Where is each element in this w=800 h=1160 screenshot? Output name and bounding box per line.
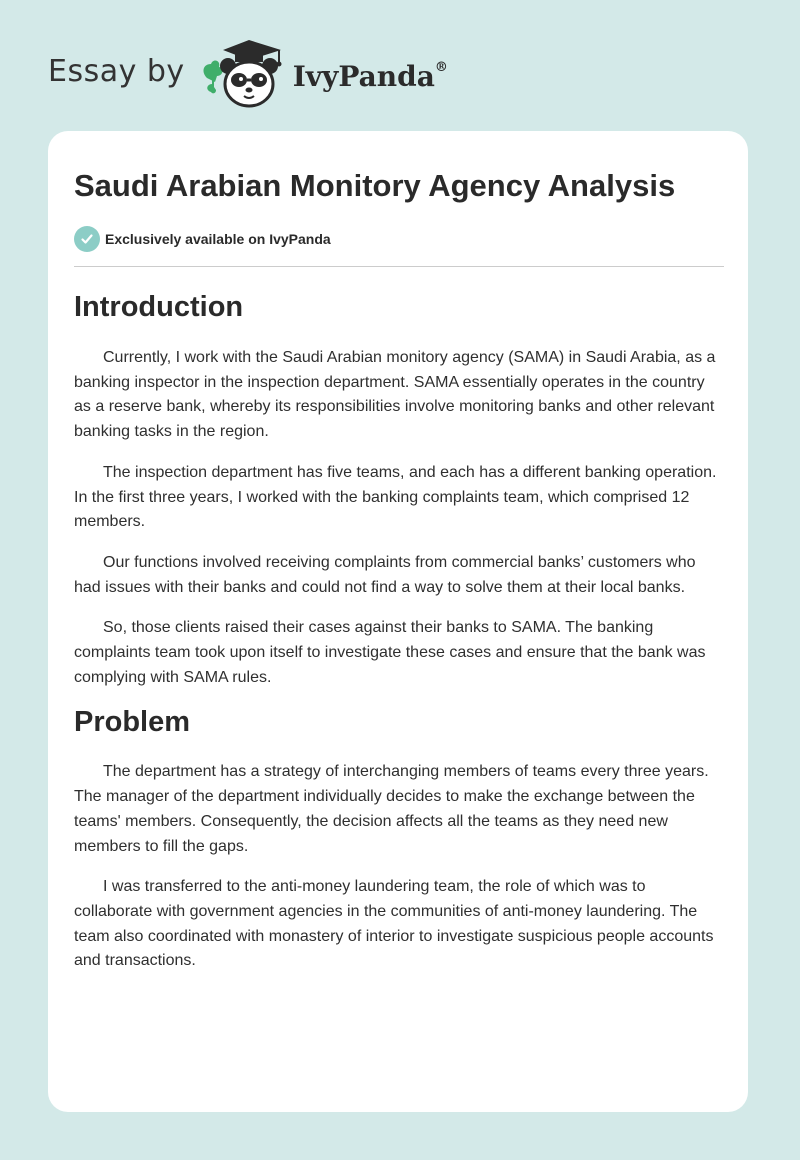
exclusive-notice	[74, 226, 724, 252]
ivy-leaf-icon	[203, 60, 222, 93]
registered-mark: ®	[434, 60, 448, 76]
panda-graduate-icon[interactable]	[199, 34, 291, 114]
paragraph: I was transferred to the anti-money laundering team, the role of which was to collaborate with government agencies in the communities of anti-money laundering. The team also coordinated with monastery of interior to investigate suspicious people accounts and transactions.	[74, 878, 714, 970]
paragraph: So, those clients raised their cases against their banks to SAMA. The banking complaints team took upon itself to investigate these cases and ensure that the bank was complying with SAMA rules.	[74, 619, 706, 686]
paragraph: Currently, I work with the Saudi Arabian monitory agency (SAMA) in Saudi Arabia, as a banking inspector in the inspection department. SAMA essentially operates in the country as a reserve bank, whereby its responsibilities involve monitoring banks and other relevant banking tasks in the region.	[74, 349, 716, 441]
paragraph: The department has a strategy of interchanging members of teams every three years. The manager of the department individually decides to make the exchange between the teams' members. Consequently, the decision affects all the teams as they need new members to fill the gaps.	[74, 763, 709, 855]
essay-content	[74, 165, 724, 974]
site-header	[48, 34, 448, 114]
section-heading-problem: Problem	[74, 706, 191, 739]
divider	[74, 266, 724, 267]
paragraph: The inspection department has five teams, and each has a different banking operation. In the first three years, I worked with the banking complaints team, which comprised 12 members.	[74, 463, 717, 531]
essay-title: Saudi Arabian Monitory Agency Analysis	[74, 168, 676, 203]
essay-card	[48, 131, 748, 1112]
paragraph: Our functions involved receiving complaints from commercial banks’ customers who had issues with their banks and could not find a way to solve them at their local banks.	[74, 553, 696, 596]
section-heading-introduction: Introduction	[74, 291, 244, 323]
check-icon	[74, 226, 100, 252]
exclusive-label: Exclusively available on IvyPanda	[105, 231, 331, 247]
essay-by-label: Essay by	[48, 53, 185, 89]
brand-name[interactable]: IvyPanda®	[292, 59, 448, 93]
